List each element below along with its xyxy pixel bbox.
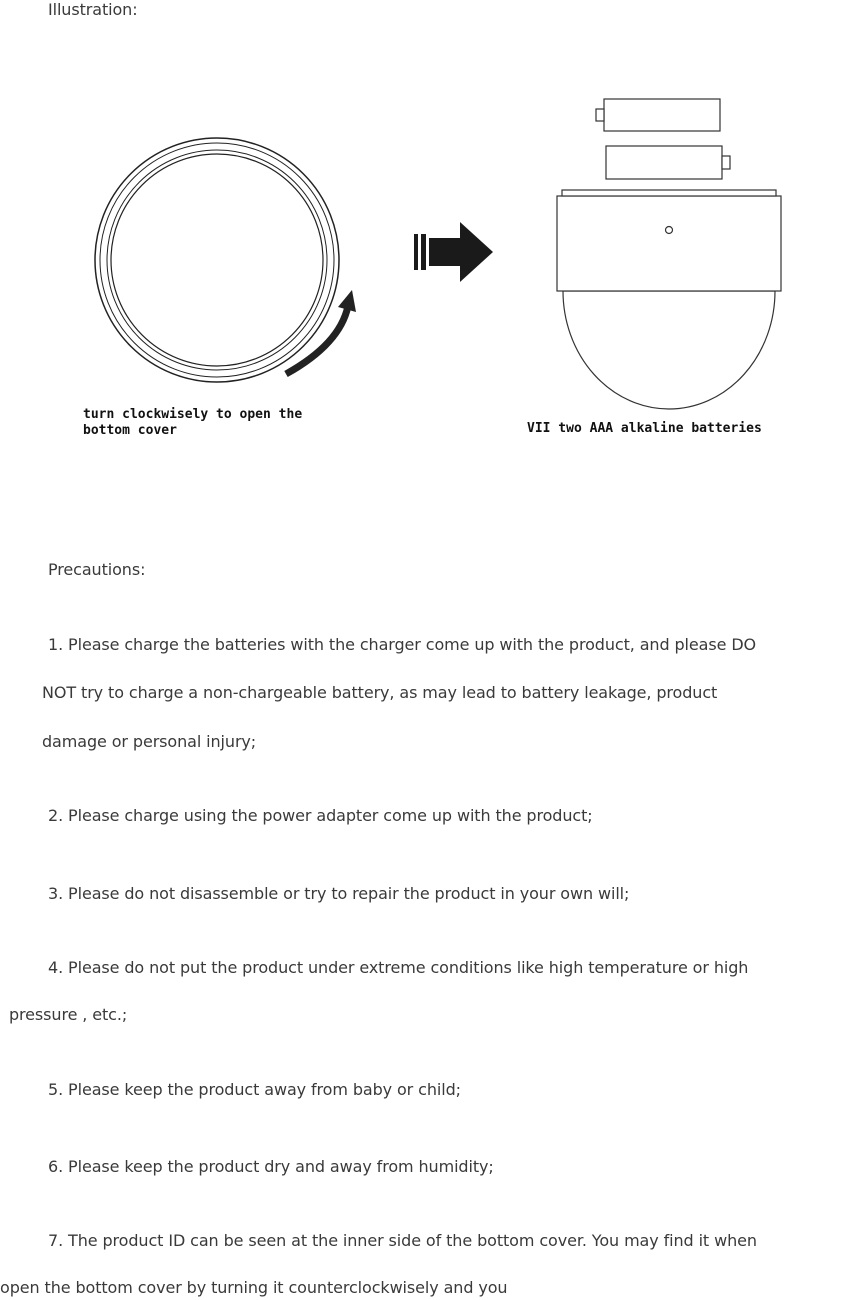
list-item-1-line-2: NOT try to charge a non-chargeable battery, as may lead to battery leakage, product [42,683,718,702]
list-item-5: 5. Please keep the product away from baby or child; [48,1080,461,1099]
list-item-3: 3. Please do not disassemble or try to repair the product in your own will; [48,884,630,903]
batteries-drawing [596,99,730,179]
list-item-7-line-1: 7. The product ID can be seen at the inner side of the bottom cover. You may find it when [48,1231,757,1250]
bottom-cover-drawing [95,138,339,382]
left-caption-line-2: bottom cover [83,423,177,438]
list-item-7-line-2: open the bottom cover by turning it counterclockwisely and you [0,1278,508,1297]
illustration-label: Illustration: [48,0,138,19]
right-arrow-icon [414,222,493,282]
camera-body-drawing [557,190,781,409]
list-item-6: 6. Please keep the product dry and away from humidity; [48,1157,494,1176]
list-item-1-line-1: 1. Please charge the batteries with the charger come up with the product, and please DO [48,635,757,654]
precautions-heading: Precautions: [48,560,146,579]
list-item-2: 2. Please charge using the power adapter come up with the product; [48,806,593,825]
list-item-1-line-3: damage or personal injury; [42,732,257,751]
left-caption-line-1: turn clockwisely to open the [83,407,303,422]
list-item-4-line-1: 4. Please do not put the product under extreme conditions like high temperature or high [48,958,749,977]
rotate-arrow-icon [286,290,356,374]
list-item-4-line-2: pressure , etc.; [9,1005,128,1024]
right-caption: VII two AAA alkaline batteries [527,421,762,436]
